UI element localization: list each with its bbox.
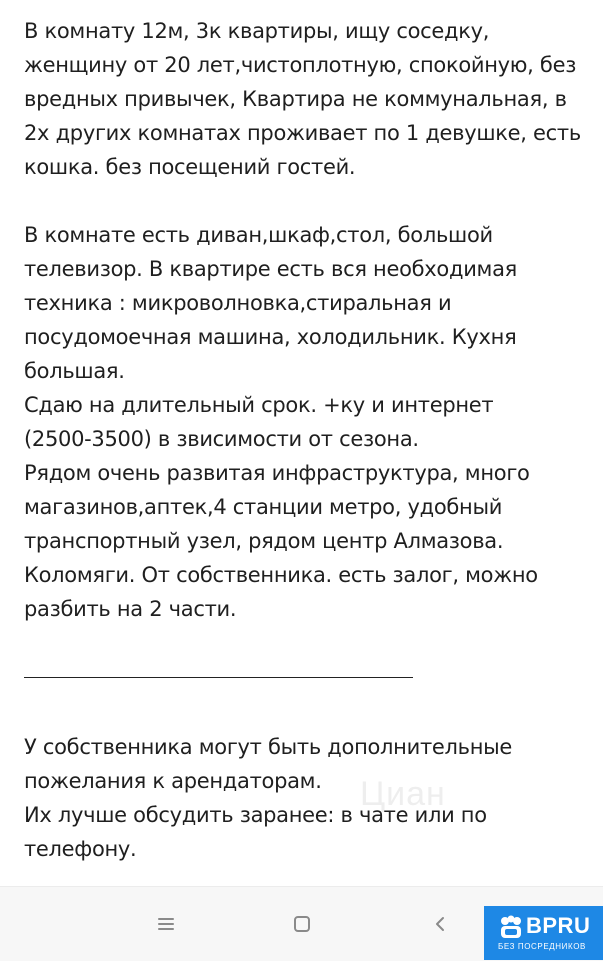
home-square-icon[interactable] bbox=[287, 909, 317, 939]
text-line: телевизор. В квартире есть вся необходимая bbox=[24, 257, 517, 281]
menu-icon[interactable] bbox=[151, 909, 181, 939]
text-line: Сдаю на длительный срок. +ку и интернет bbox=[24, 393, 494, 417]
text-line: посудомоечная машина, холодильник. Кухня bbox=[24, 325, 517, 349]
badge-subtitle: БЕЗ ПОСРЕДНИКОВ bbox=[498, 942, 586, 951]
text-line: Их лучше обсудить заранее: в чате или по bbox=[24, 803, 487, 827]
text-line: Рядом очень развитая инфраструктура, много bbox=[24, 461, 530, 485]
text-line: Коломяги. От собственника. есть залог, можно bbox=[24, 563, 538, 587]
text-line: разбить на 2 части. bbox=[24, 597, 237, 621]
text-line: магазинов,аптек,4 станции метро, удобный bbox=[24, 495, 503, 519]
text-line: техника : микроволновка,стиральная и bbox=[24, 291, 452, 315]
text-line: 2х других комнатах проживает по 1 девушке, есть bbox=[24, 121, 581, 145]
section-divider bbox=[24, 677, 413, 678]
badge-title: BPRU bbox=[526, 913, 591, 938]
bpru-logo-icon bbox=[498, 914, 524, 940]
text-line: большая. bbox=[24, 359, 125, 383]
text-line: (2500-3500) в звисимости от сезона. bbox=[24, 427, 419, 451]
text-line: вредных привычек, Квартира не коммунальная, в bbox=[24, 87, 567, 111]
watermark: Циан bbox=[360, 775, 446, 813]
bpru-badge bbox=[484, 906, 603, 960]
back-chevron-icon[interactable] bbox=[425, 909, 455, 939]
listing-paragraph-2 bbox=[24, 218, 584, 626]
text-line: кошка. без посещений гостей. bbox=[24, 155, 356, 179]
listing-paragraph-1 bbox=[24, 14, 584, 184]
listing-description bbox=[24, 14, 584, 626]
text-line: В комнате есть диван,шкаф,стол, большой bbox=[24, 223, 493, 247]
owner-note bbox=[24, 730, 584, 866]
text-line: женщину от 20 лет,чистоплотную, спокойную, без bbox=[24, 53, 577, 77]
text-line: У собственника могут быть дополнительные bbox=[24, 735, 513, 759]
text-line: телефону. bbox=[24, 837, 137, 861]
text-line: пожелания к арендаторам. bbox=[24, 769, 322, 793]
text-line: В комнату 12м, 3к квартиры, ищу соседку, bbox=[24, 19, 490, 43]
text-line: транспортный узел, рядом центр Алмазова. bbox=[24, 529, 504, 553]
